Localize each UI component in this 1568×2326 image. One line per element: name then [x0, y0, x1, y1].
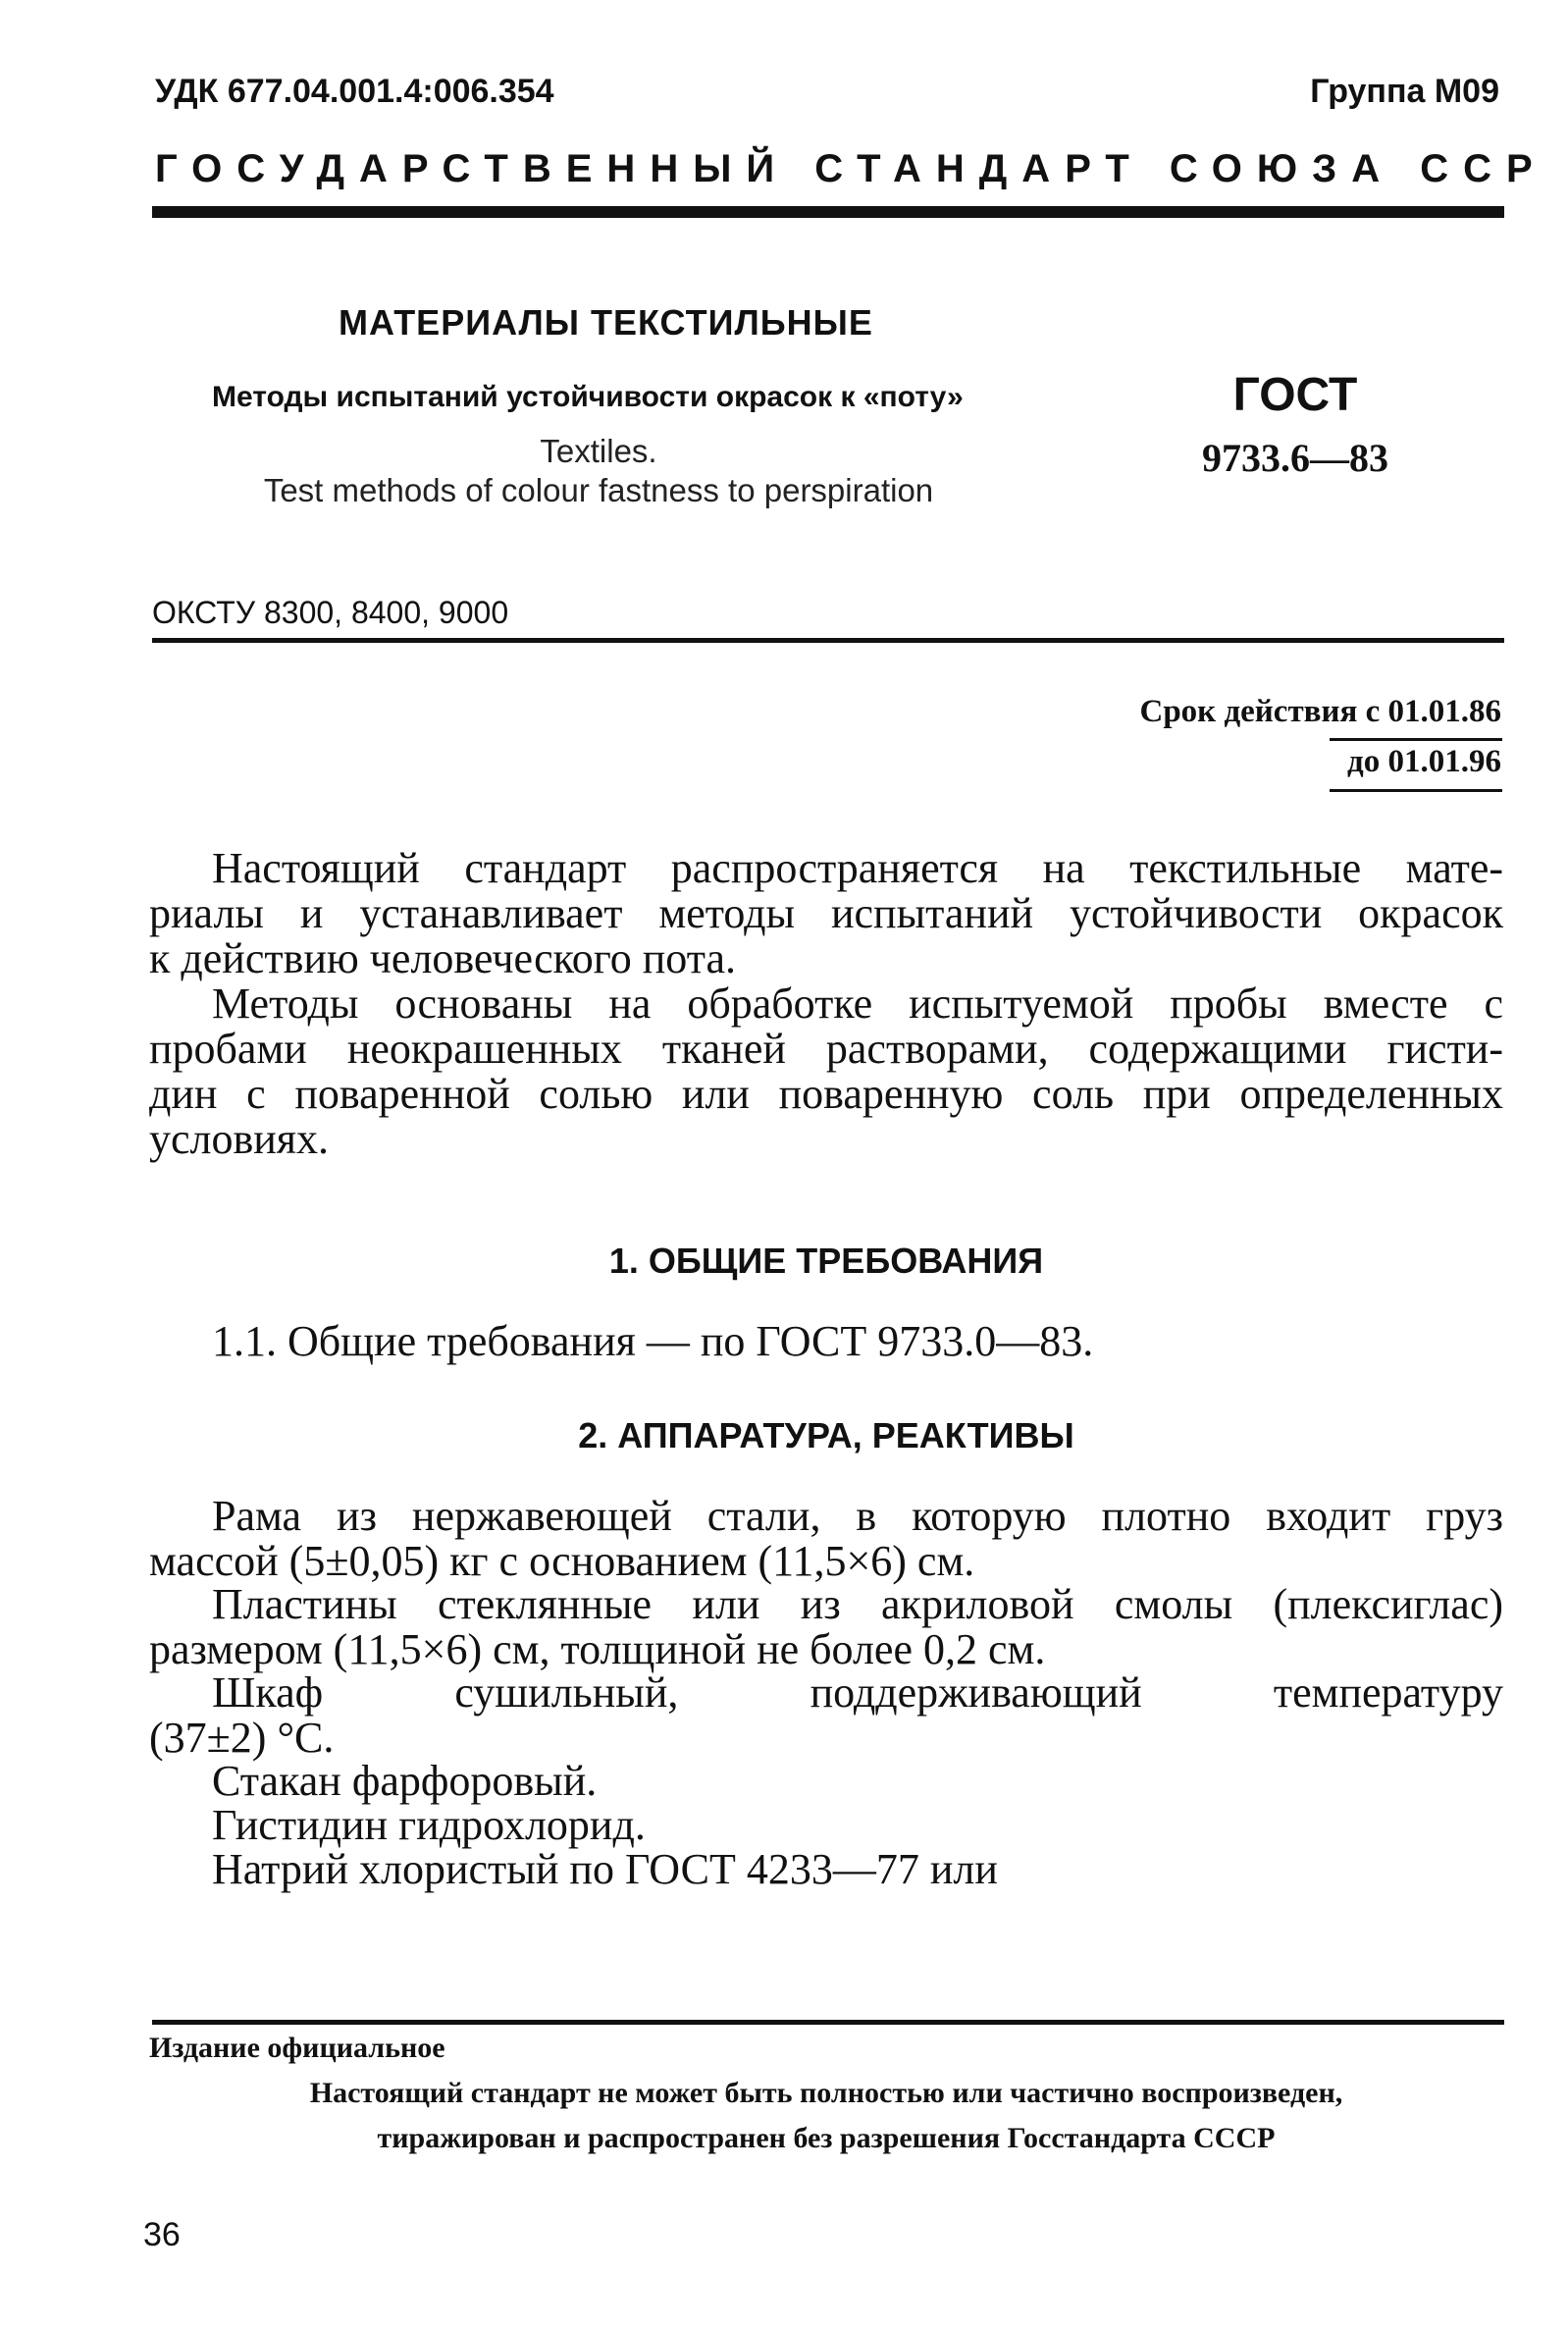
item-plates-line-2: размером (11,5×6) см, толщиной не более 0,2 см. — [149, 1625, 1046, 1673]
item-frame-line-2: массой (5±0,05) кг с основанием (11,5×6) см. — [149, 1537, 975, 1585]
english-title — [196, 432, 1001, 510]
intro-paragraph-1 — [149, 846, 1503, 981]
validity-to: до 01.01.96 — [1347, 744, 1501, 779]
section-1-title: 1. ОБЩИЕ ТРЕБОВАНИЯ — [608, 1241, 1044, 1281]
section-2-item-frame — [149, 1494, 1503, 1584]
section-2-item-cabinet — [149, 1670, 1503, 1761]
copyright-notice-line-1: Настоящий стандарт не может быть полностью или частично воспроизведен, — [309, 2077, 1343, 2109]
intro-p2-line-2: пробами неокрашенных тканей растворами, содержащими гисти- — [149, 1025, 1503, 1073]
intro-p2-line-1: Методы основаны на обработке испытуемой пробы вместе с — [212, 979, 1503, 1028]
section-2-item-sodium-chloride: Натрий хлористый по ГОСТ 4233—77 или — [212, 1845, 998, 1893]
intro-p1-line-1: Настоящий стандарт распространяется на текстильные мате- — [212, 844, 1503, 892]
footer-rule — [152, 2020, 1504, 2025]
document-title: МАТЕРИАЛЫ ТЕКСТИЛЬНЫЕ — [339, 302, 873, 343]
intro-p2-line-3: дин с поваренной солью или поваренную соль при определенных — [149, 1070, 1503, 1118]
document-subtitle: Методы испытаний устойчивости окрасок к «поту» — [212, 381, 964, 413]
validity-from: Срок действия с 01.01.86 — [1139, 694, 1501, 729]
item-frame-line-1: Рама из нержавеющей стали, в которую плотно входит груз — [212, 1492, 1503, 1540]
okstu-rule — [152, 638, 1504, 643]
validity-rule-1 — [1330, 738, 1502, 741]
edition-label: Издание официальное — [149, 2032, 445, 2064]
page-number: 36 — [143, 2216, 181, 2253]
english-title-line2: Test methods of colour fastness to perspiration — [263, 472, 934, 508]
item-plates-line-1: Пластины стеклянные или из акриловой смолы (плексиглас) — [212, 1580, 1503, 1628]
intro-p1-line-3: к действию человеческого пота. — [149, 934, 736, 982]
section-2-title: 2. АППАРАТУРА, РЕАКТИВЫ — [578, 1415, 1074, 1455]
gost-number: 9733.6—83 — [1202, 436, 1388, 480]
section-2-item-beaker: Стакан фарфоровый. — [212, 1757, 598, 1805]
header-rule — [152, 206, 1504, 218]
state-standard-heading: ГОСУДАРСТВЕННЫЙ СТАНДАРТ СОЮЗА ССР — [155, 147, 1547, 190]
validity-rule-2 — [1330, 789, 1502, 792]
english-title-line1: Textiles. — [540, 433, 657, 469]
intro-paragraph-2 — [149, 981, 1503, 1162]
okstu-codes: ОКСТУ 8300, 8400, 9000 — [152, 595, 509, 630]
copyright-notice-line-2: тиражирован и распространен без разрешения Госстандарта СССР — [377, 2122, 1276, 2154]
section-2-item-plates — [149, 1582, 1503, 1672]
item-cabinet-line-2: (37±2) °С. — [149, 1714, 335, 1762]
gost-label: ГОСТ — [1232, 369, 1358, 421]
section-1-text: 1.1. Общие требования — по ГОСТ 9733.0—83. — [212, 1317, 1094, 1365]
intro-p2-line-4: условиях. — [149, 1115, 330, 1163]
intro-p1-line-2: риалы и устанавливает методы испытаний устойчивости окрасок — [149, 889, 1503, 937]
item-cabinet-line-1: Шкаф сушильный, поддерживающий температуру — [212, 1668, 1503, 1717]
udk-code: УДК 677.04.001.4:006.354 — [155, 73, 554, 110]
section-2-item-histidine: Гистидин гидрохлорид. — [212, 1801, 646, 1849]
group-code: Группа М09 — [1310, 73, 1499, 110]
